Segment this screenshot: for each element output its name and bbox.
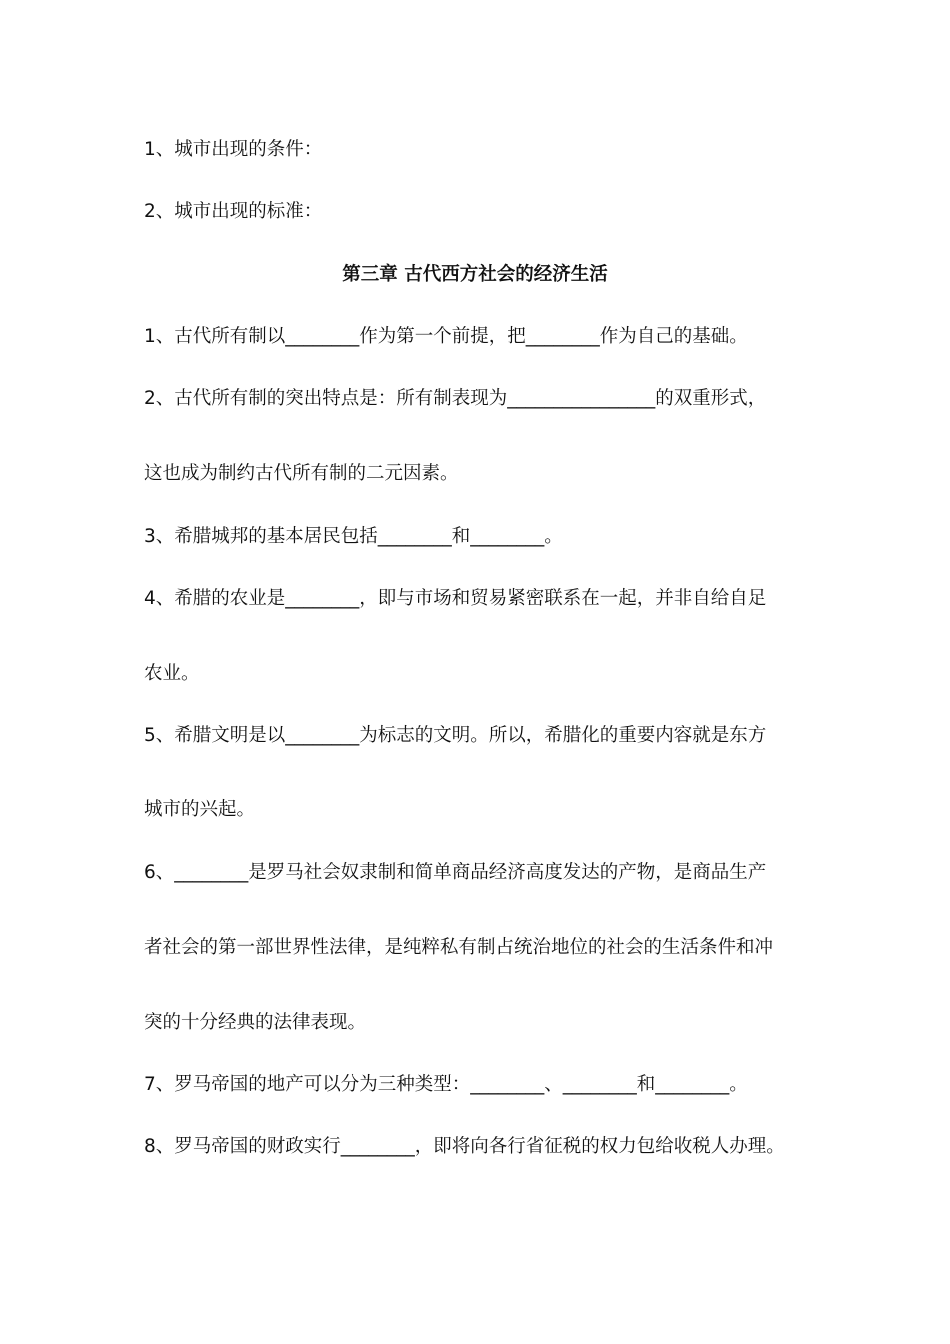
question-4-line-2: 农业。	[144, 663, 200, 684]
question-5-line-2: 城市的兴起。	[144, 799, 256, 820]
question-7: 7、罗马帝国的地产可以分为三种类型：________、________和________。	[144, 1074, 748, 1095]
question-6-line-3: 突的十分经典的法律表现。	[144, 1012, 367, 1033]
question-4-line-1: 4、希腊的农业是________，即与市场和贸易紧密联系在一起，并非自给自足	[144, 588, 767, 609]
question-3: 3、希腊城邦的基本居民包括________和________。	[144, 526, 563, 547]
intro-item-1: 1、城市出现的条件：	[144, 139, 323, 160]
question-5-line-1: 5、希腊文明是以________为标志的文明。所以，希腊化的重要内容就是东方	[144, 725, 767, 746]
question-8: 8、罗马帝国的财政实行________，即将向各行省征税的权力包给收税人办理。	[144, 1136, 785, 1157]
chapter-title: 第三章 古代西方社会的经济生活	[342, 264, 608, 285]
question-2-line-2: 这也成为制约古代所有制的二元因素。	[144, 463, 459, 484]
question-1: 1、古代所有制以________作为第一个前提，把________作为自己的基础。	[144, 326, 748, 347]
question-6-line-2: 者社会的第一部世界性法律，是纯粹私有制占统治地位的社会的生活条件和冲	[144, 937, 774, 958]
question-2-line-1: 2、古代所有制的突出特点是：所有制表现为________________的双重形式，	[144, 388, 767, 409]
question-6-line-1: 6、________是罗马社会奴隶制和简单商品经济高度发达的产物，是商品生产	[144, 862, 767, 883]
intro-item-2: 2、城市出现的标准：	[144, 201, 323, 222]
